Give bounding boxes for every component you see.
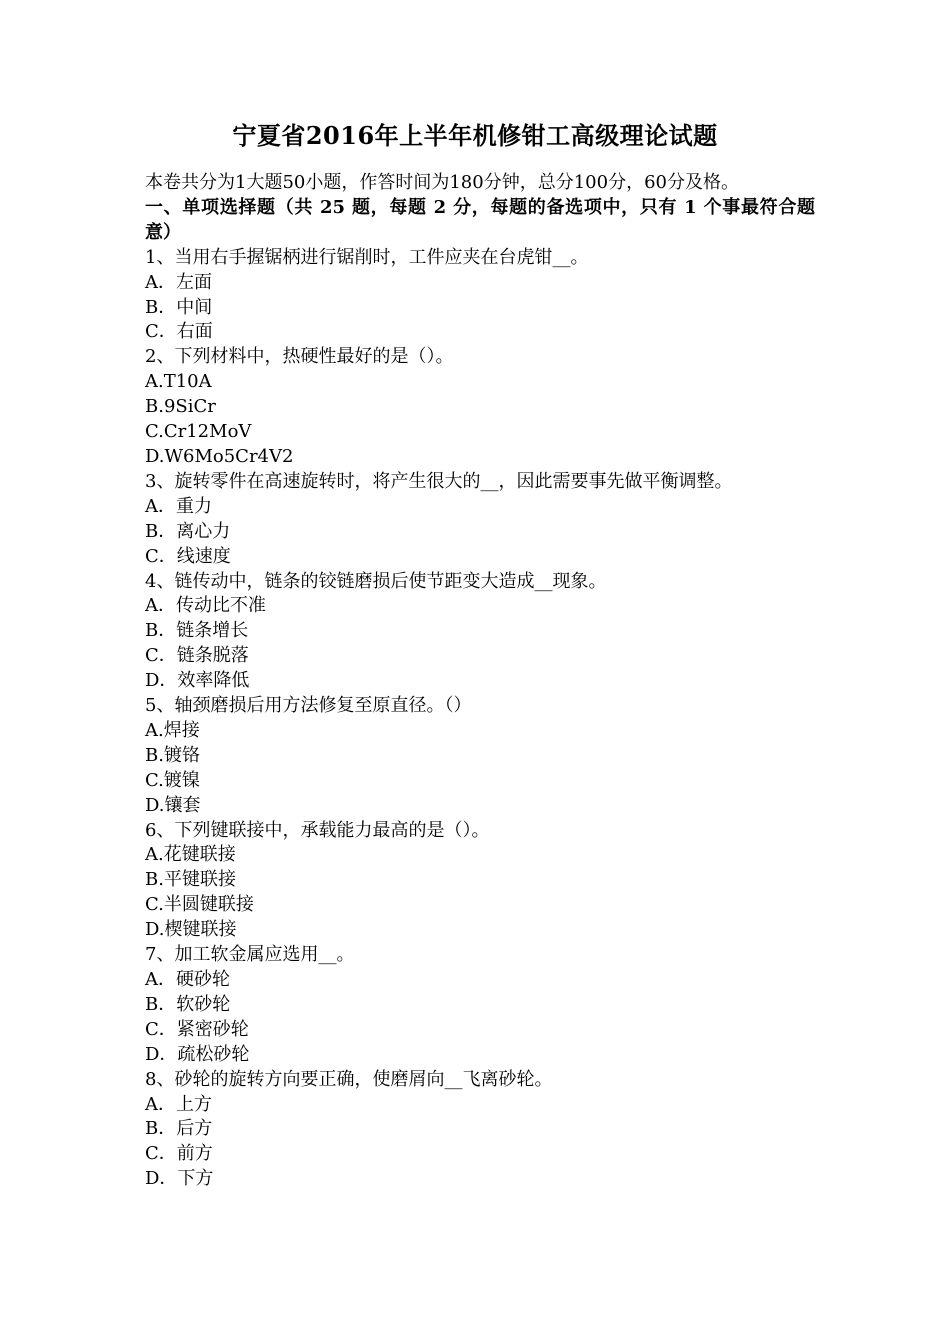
question-4 (145, 570, 815, 695)
option-a: A．传动比不准 (145, 595, 266, 617)
option-c: C．链条脱落 (145, 645, 249, 667)
option-d: D.楔键联接 (145, 919, 237, 941)
option-c: C．前方 (145, 1143, 213, 1165)
option-b: B．链条增长 (145, 620, 249, 642)
option-c: C．紧密砂轮 (145, 1018, 249, 1040)
option-b: B.平键联接 (145, 869, 236, 891)
option-a: A．重力 (145, 495, 212, 517)
question-stem: 4、链传动中，链条的铰链磨损后使节距变大造成__现象。 (145, 570, 607, 592)
option-a: A．硬砂轮 (145, 969, 230, 990)
option-c: C．右面 (145, 321, 213, 343)
question-stem: 5、轴颈磨损后用方法修复至原直径。（） (145, 695, 472, 717)
option-c: C.Cr12MoV (145, 421, 252, 443)
question-7 (145, 943, 815, 1068)
option-b: B．后方 (145, 1118, 213, 1140)
question-6 (145, 819, 815, 944)
question-5 (145, 694, 815, 819)
document-title: 宁夏省2016年上半年机修钳工高级理论试题 (232, 121, 718, 150)
exam-intro: 本卷共分为1大题50小题，作答时间为180分钟，总分100分，60分及格。 (145, 172, 739, 193)
question-stem: 7、加工软金属应选用__。 (145, 944, 355, 966)
question-stem: 2、下列材料中，热硬性最好的是（）。 (145, 346, 454, 368)
question-1 (145, 246, 815, 346)
option-c: C.镀镍 (145, 769, 200, 791)
option-b: B.9SiCr (145, 396, 216, 418)
question-stem: 3、旋转零件在高速旋转时，将产生很大的__，因此需要事先做平衡调整。 (145, 470, 733, 492)
question-3 (145, 470, 815, 570)
option-b: B.镀铬 (145, 744, 200, 766)
option-c: C．线速度 (145, 545, 231, 567)
option-a: A．上方 (145, 1093, 212, 1115)
option-a: A.焊接 (145, 719, 200, 741)
option-b: B．中间 (145, 296, 213, 318)
option-c: C.半圆键联接 (145, 894, 254, 916)
question-stem: 8、砂轮的旋转方向要正确，使磨屑向__飞离砂轮。 (145, 1068, 553, 1090)
option-b: B．离心力 (145, 520, 231, 542)
option-d: D．效率降低 (145, 670, 250, 692)
option-d: D．下方 (145, 1168, 214, 1190)
option-d: D.W6Mo5Cr4V2 (145, 445, 294, 467)
document-body (145, 171, 815, 1192)
option-a: A．左面 (145, 271, 212, 293)
question-stem: 1、当用右手握锯柄进行锯削时，工件应夹在台虎钳__。 (145, 246, 589, 268)
option-a: A.T10A (145, 371, 212, 393)
option-a: A.花键联接 (145, 844, 236, 866)
option-b: B．软砂轮 (145, 993, 231, 1015)
question-stem: 6、下列键联接中，承载能力最高的是（）。 (145, 819, 490, 841)
section-heading: 一、单项选择题（共 25 题，每题 2 分，每题的备选项中，只有 1 个事最符合题意） (145, 196, 815, 243)
question-2 (145, 345, 815, 470)
option-d: D．疏松砂轮 (145, 1043, 250, 1065)
question-8 (145, 1068, 815, 1193)
option-d: D.镶套 (145, 794, 201, 816)
